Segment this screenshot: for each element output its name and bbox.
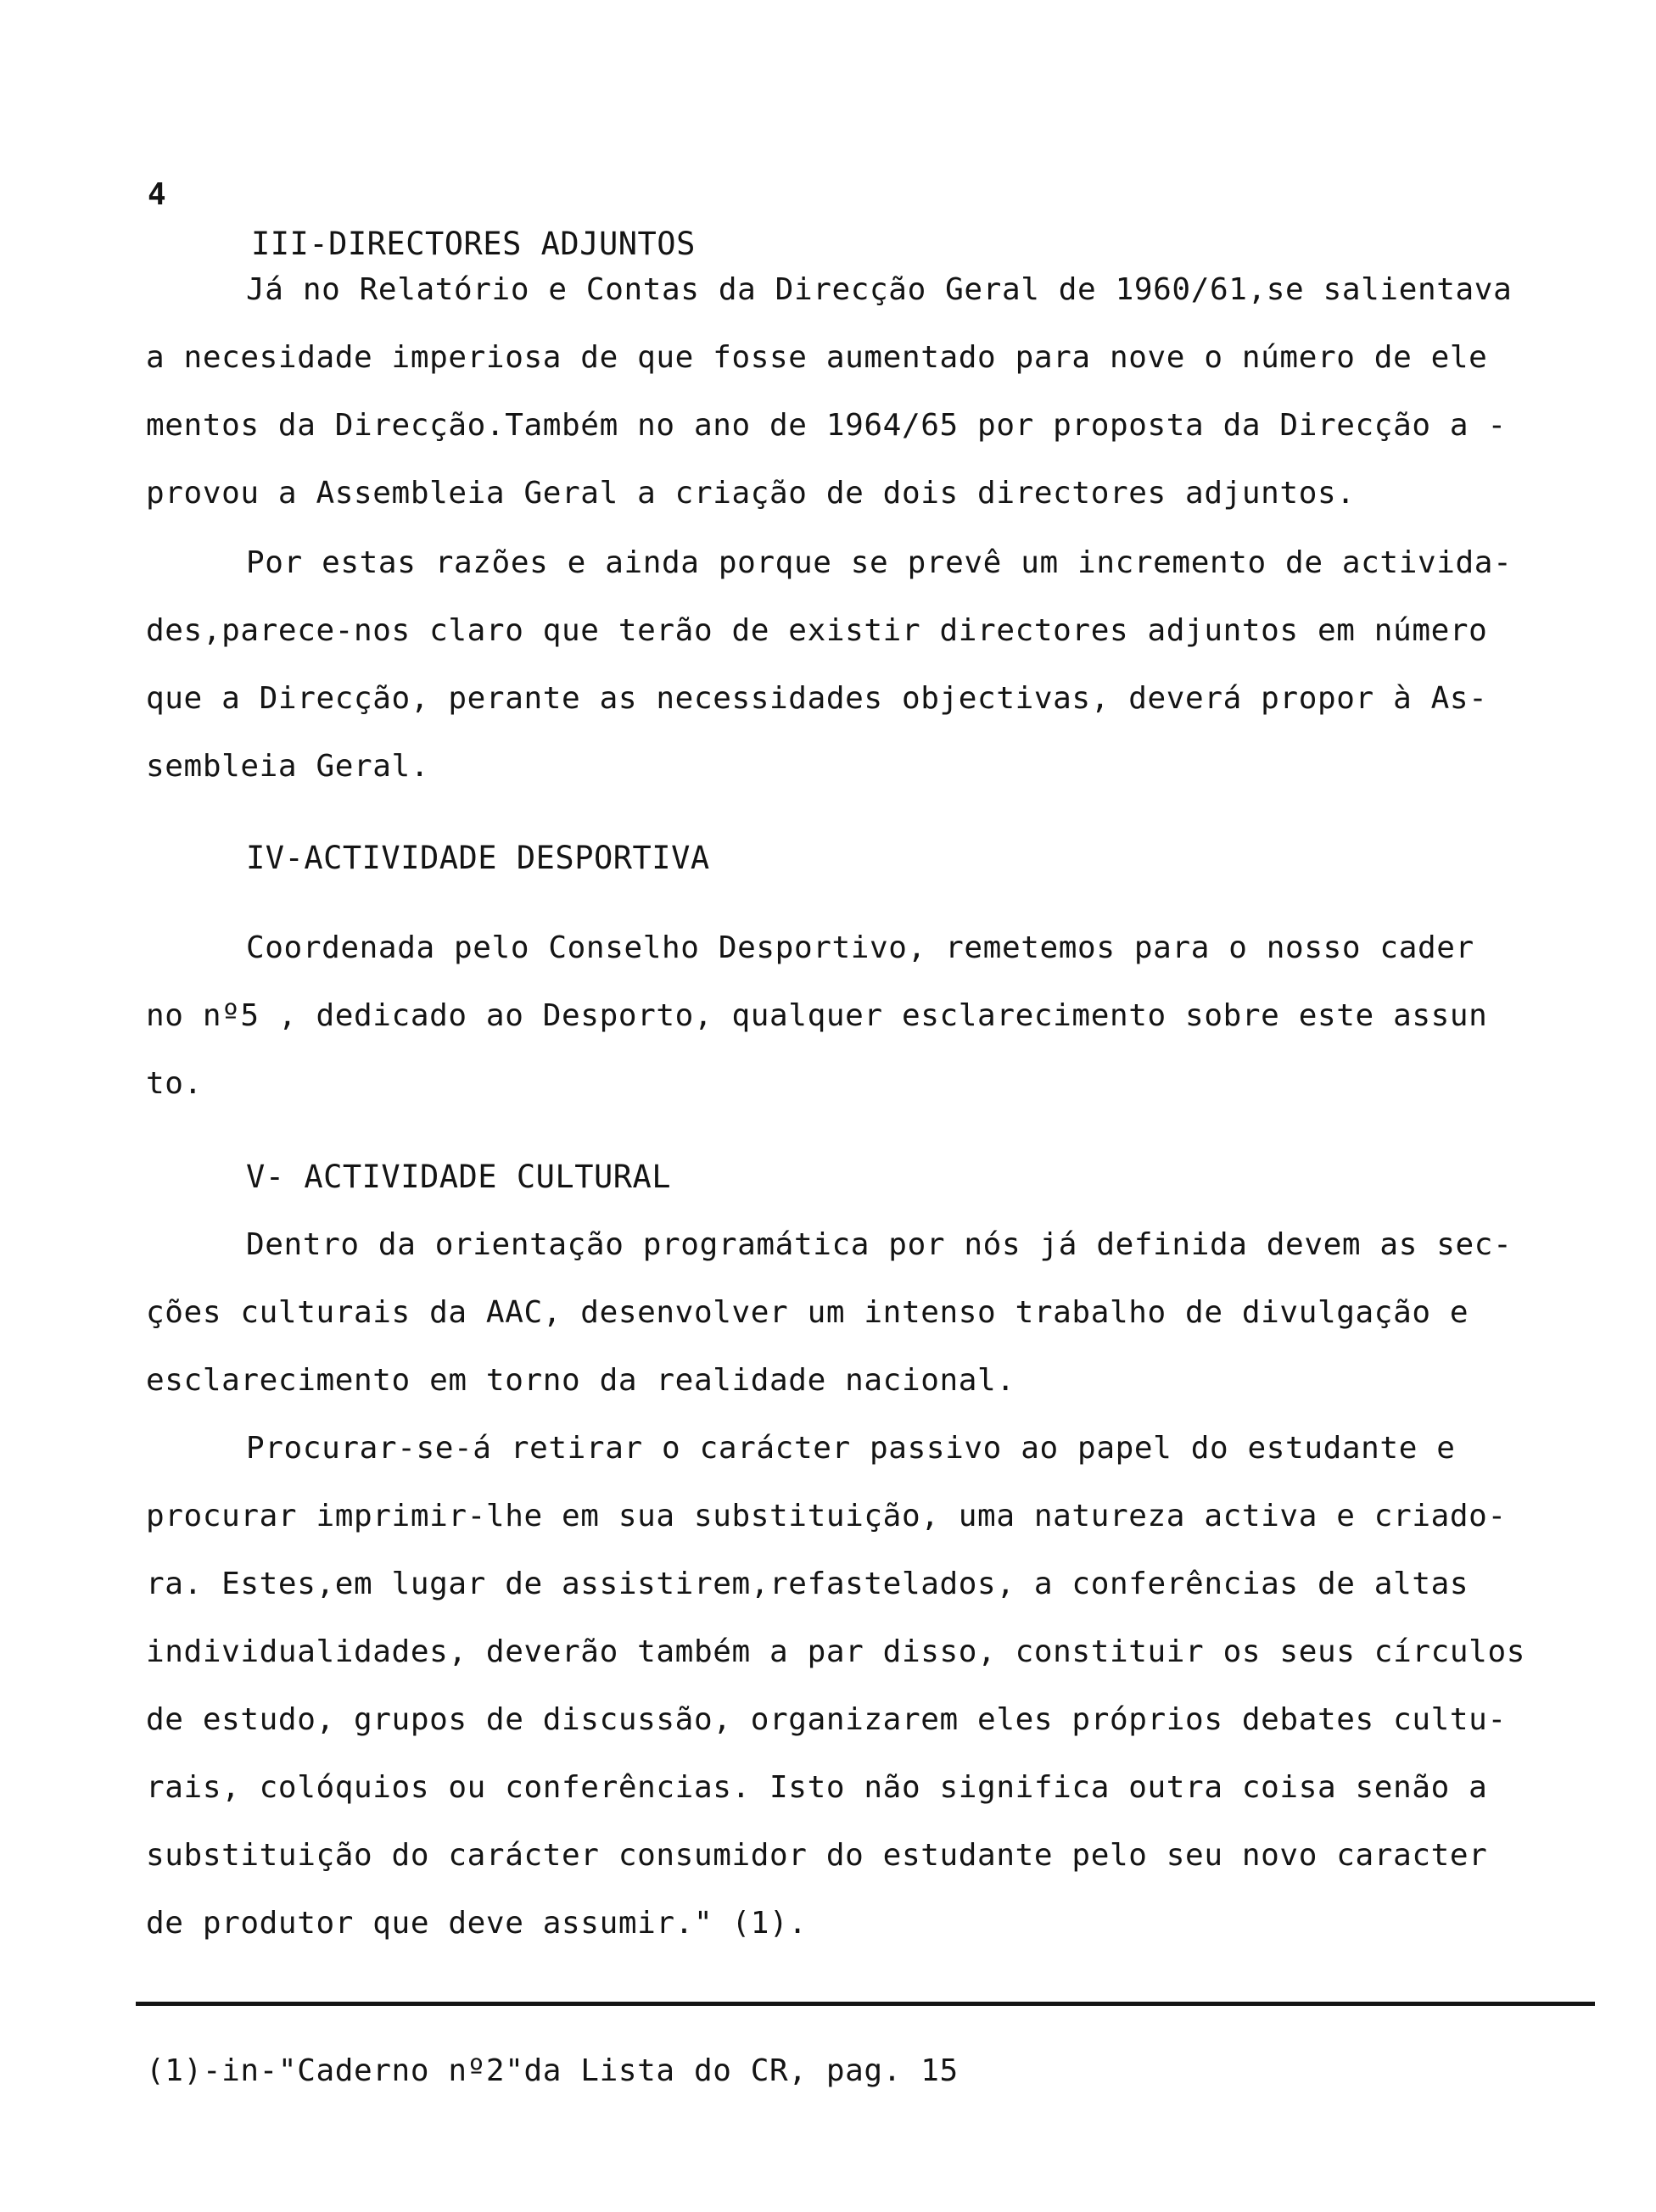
paragraph-line: ções culturais da AAC, desenvolver um intenso trabalho de divulgação e [146, 1295, 1469, 1330]
paragraph-line: mentos da Direcção.Também no ano de 1964/65 por proposta da Direcção a - [146, 408, 1507, 443]
paragraph-line: Dentro da orientação programática por nós já definida devem as sec- [246, 1227, 1513, 1262]
paragraph-line: Coordenada pelo Conselho Desportivo, remetemos para o nosso cader [246, 930, 1474, 965]
paragraph-line: sembleia Geral. [146, 749, 430, 784]
paragraph-line: ra. Estes,em lugar de assistirem,refastelados, a conferências de altas [146, 1567, 1469, 1601]
paragraph-line: no nº5 , dedicado ao Desporto, qualquer esclarecimento sobre este assun [146, 998, 1488, 1033]
paragraph-line: individualidades, deverão também a par disso, constituir os seus círculos [146, 1634, 1525, 1669]
paragraph-line: de produtor que deve assumir." (1). [146, 1906, 808, 1941]
paragraph-line: que a Direcção, perante as necessidades objectivas, deverá propor à As- [146, 681, 1488, 716]
paragraph-line: Por estas razões e ainda porque se prevê um incremento de activida- [246, 545, 1513, 580]
paragraph-line: procurar imprimir-lhe em sua substituição, uma natureza activa e criado- [146, 1499, 1507, 1533]
paragraph-line: a necesidade imperiosa de que fosse aumentado para nove o número de ele [146, 340, 1488, 375]
page-number: 4 [148, 177, 166, 212]
paragraph-line: to. [146, 1066, 203, 1101]
heading-directores-adjuntos: III-DIRECTORES ADJUNTOS [251, 226, 696, 262]
heading-actividade-desportiva: IV-ACTIVIDADE DESPORTIVA [246, 840, 710, 876]
paragraph-line: esclarecimento em torno da realidade nacional. [146, 1363, 1015, 1398]
paragraph-line: substituição do carácter consumidor do estudante pelo seu novo caracter [146, 1838, 1488, 1873]
paragraph-line: rais, colóquios ou conferências. Isto não significa outra coisa senão a [146, 1770, 1488, 1805]
paragraph-line: provou a Assembleia Geral a criação de dois directores adjuntos. [146, 476, 1356, 511]
heading-actividade-cultural: V- ACTIVIDADE CULTURAL [246, 1159, 672, 1195]
footnote-divider [136, 2002, 1595, 2006]
paragraph-line: des,parece-nos claro que terão de existir directores adjuntos em número [146, 613, 1488, 648]
paragraph-line: de estudo, grupos de discussão, organizarem eles próprios debates cultu- [146, 1702, 1507, 1737]
footnote: (1)-in-"Caderno nº2"da Lista do CR, pag. 15 [146, 2053, 959, 2088]
paragraph-line: Já no Relatório e Contas da Direcção Geral de 1960/61,se salientava [246, 272, 1513, 307]
paragraph-line: Procurar-se-á retirar o carácter passivo ao papel do estudante e [246, 1431, 1456, 1466]
